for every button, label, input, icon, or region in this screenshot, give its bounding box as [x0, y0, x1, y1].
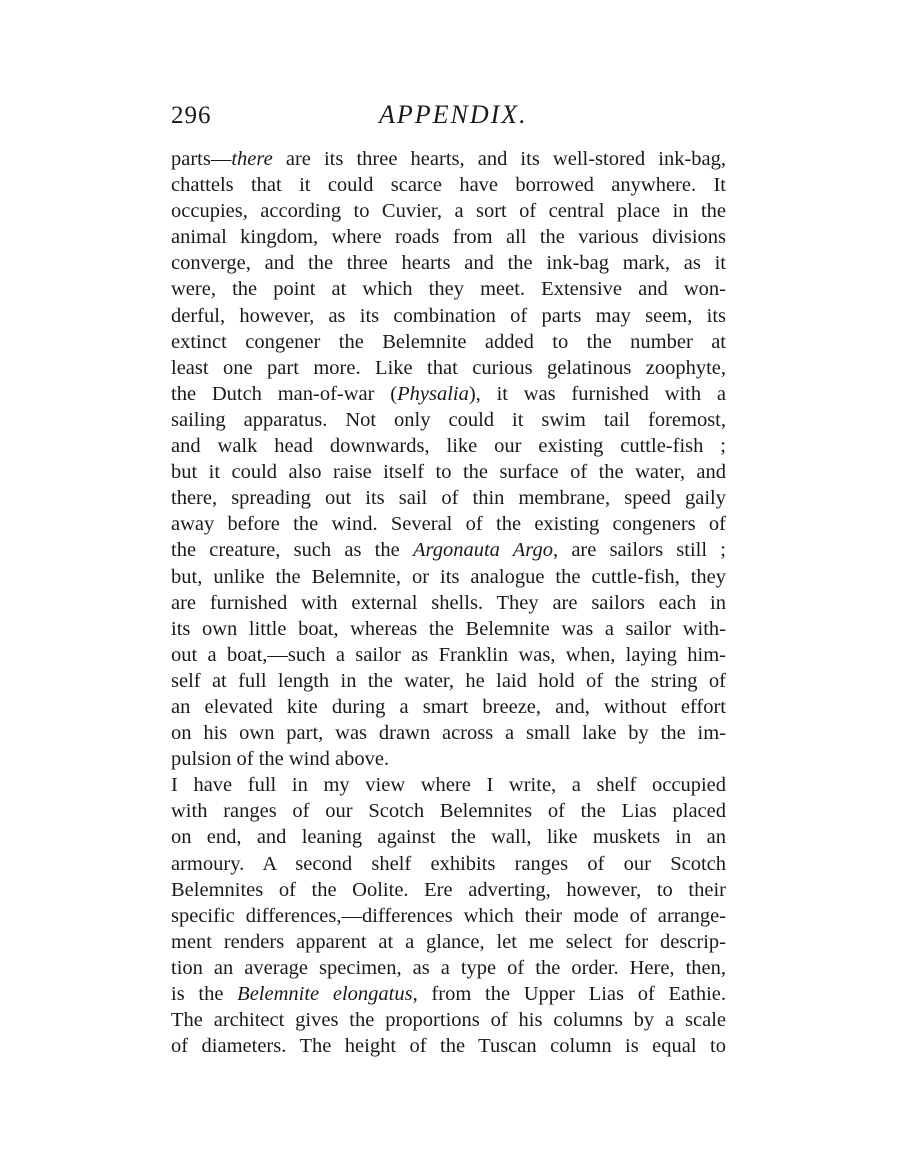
text-run: ), it was furnished with a — [468, 382, 726, 405]
text-line — [171, 250, 726, 276]
italic-text-run: Physalia — [397, 382, 469, 405]
text-run: is the — [171, 983, 238, 1005]
text-line — [171, 955, 726, 981]
text-run: of diameters. The height of the Tuscan column is equal to — [171, 1035, 726, 1058]
text-run: converge, and the three hearts and the ink-bag mark, as it — [171, 252, 726, 275]
text-line — [171, 642, 726, 668]
text-run: are furnished with external shells. They are sailors each in — [171, 591, 726, 614]
text-line — [171, 903, 726, 929]
text-run: and walk head downwards, like our existing cuttle-fish ; — [171, 435, 726, 458]
text-run: The architect gives the proportions of his columns by a scale — [171, 1009, 726, 1032]
italic-text-run: Argonauta Argo — [412, 539, 553, 562]
text-run: but it could also raise itself to the surface of the water, and — [171, 461, 726, 484]
text-line — [171, 824, 726, 850]
text-run: occupies, according to Cuvier, a sort of central place in the — [171, 200, 726, 223]
text-run: ment renders apparent at a glance, let me select for descrip- — [171, 930, 726, 953]
text-line — [171, 590, 726, 616]
text-line — [171, 564, 726, 590]
text-run: derful, however, as its combination of parts may seem, its — [171, 304, 726, 327]
text-run: there, spreading out its sail of thin membrane, speed gaily — [171, 487, 726, 510]
italic-text-run: Belemnite elongatus — [237, 983, 413, 1005]
text-run: animal kingdom, where roads from all the various divisions — [171, 226, 726, 249]
text-run: tion an average specimen, as a type of the order. Here, then, — [171, 956, 726, 979]
text-run: pulsion of the wind above. — [171, 748, 390, 771]
italic-text-run: there — [231, 148, 273, 170]
text-line — [171, 355, 726, 381]
text-line — [171, 720, 726, 746]
text-run: away before the wind. Several of the existing congeners of — [171, 513, 726, 536]
text-run: with ranges of our Scotch Belemnites of the Lias placed — [171, 800, 726, 823]
text-run: Belemnites of the Oolite. Ere adverting, however, to their — [171, 878, 726, 901]
text-run: extinct congener the Belemnite added to the number at — [171, 330, 726, 353]
text-line — [171, 276, 726, 302]
text-line — [171, 485, 726, 511]
text-line — [171, 851, 726, 877]
text-line — [171, 981, 726, 1007]
text-line — [171, 146, 726, 172]
text-run: I have full in my view where I write, a shelf occupied — [171, 774, 726, 797]
text-run: chattels that it could scarce have borrowed anywhere. It — [171, 174, 726, 197]
text-run: , are sailors still ; — [552, 539, 726, 562]
text-line — [171, 1007, 726, 1033]
text-line — [171, 198, 726, 224]
text-run: are its three hearts, and its well-stored ink-bag, — [272, 148, 726, 170]
text-run: out a boat,—such a sailor as Franklin was, when, laying him- — [171, 643, 726, 666]
paragraph — [171, 772, 726, 1059]
text-run: sailing apparatus. Not only could it swim tail foremost, — [171, 408, 726, 431]
text-line — [171, 798, 726, 824]
text-line — [171, 746, 726, 772]
text-line — [171, 459, 726, 485]
text-line — [171, 772, 726, 798]
text-run: the creature, such as the — [171, 539, 413, 562]
text-run: specific differences,—differences which their mode of arrange- — [171, 904, 726, 927]
text-run: armoury. A second shelf exhibits ranges of our Scotch — [171, 852, 726, 875]
running-head: APPENDIX. — [379, 100, 528, 129]
paragraph — [171, 146, 726, 772]
text-line — [171, 877, 726, 903]
text-run: the Dutch man-of-war ( — [171, 382, 398, 405]
text-run: its own little boat, whereas the Belemnite was a sailor with- — [171, 617, 726, 640]
text-run: self at full length in the water, he laid hold of the string of — [171, 669, 726, 692]
text-line — [171, 1033, 726, 1059]
text-line — [171, 433, 726, 459]
body-text — [171, 146, 726, 1059]
page-header — [171, 98, 726, 138]
text-run: parts— — [171, 148, 232, 170]
text-run: were, the point at which they meet. Extensive and won- — [171, 278, 726, 301]
text-run: on his own part, was drawn across a small lake by the im- — [171, 722, 726, 745]
text-line — [171, 616, 726, 642]
text-line — [171, 668, 726, 694]
text-line — [171, 381, 726, 407]
text-line — [171, 929, 726, 955]
page-number: 296 — [171, 102, 212, 129]
text-line — [171, 303, 726, 329]
text-line — [171, 511, 726, 537]
text-run: least one part more. Like that curious gelatinous zoophyte, — [171, 356, 726, 379]
text-run: on end, and leaning against the wall, like muskets in an — [171, 826, 726, 849]
text-line — [171, 224, 726, 250]
text-line — [171, 407, 726, 433]
text-run: but, unlike the Belemnite, or its analogue the cuttle-fish, they — [171, 565, 726, 588]
text-line — [171, 537, 726, 563]
text-run: , from the Upper Lias of Eathie. — [412, 983, 727, 1005]
text-run: an elevated kite during a smart breeze, and, without effort — [171, 695, 726, 718]
text-line — [171, 172, 726, 198]
text-line — [171, 694, 726, 720]
text-line — [171, 329, 726, 355]
